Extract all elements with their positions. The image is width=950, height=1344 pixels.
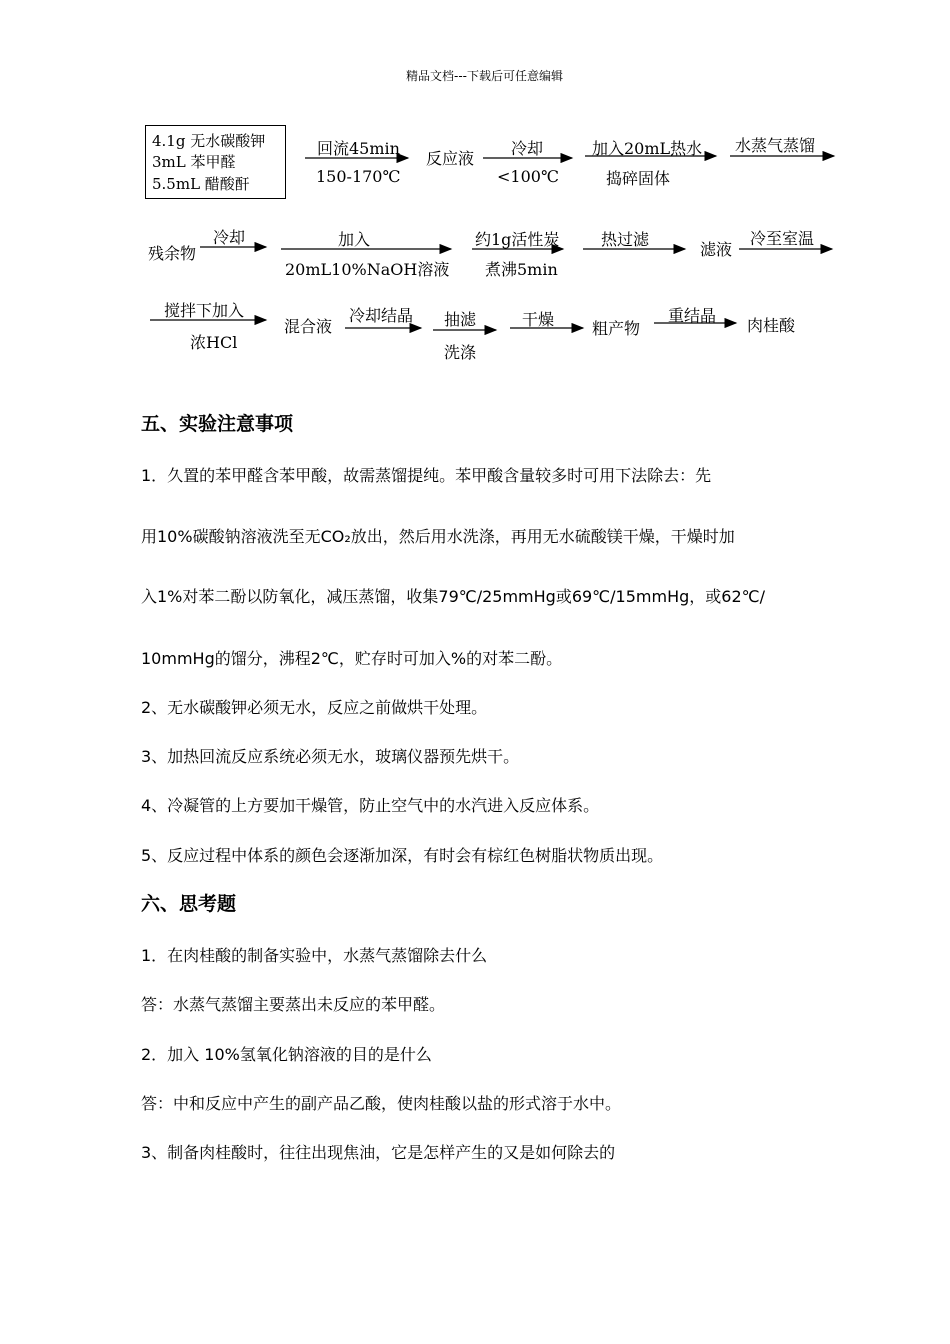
arrow-label-top: 加入20mL热水 bbox=[592, 139, 703, 158]
arrow-label-top: 干燥 bbox=[522, 310, 555, 329]
section-title: 五、实验注意事项 bbox=[141, 413, 294, 435]
arrow-label-top: 冷却 bbox=[511, 139, 544, 158]
flow-node: 混合液 bbox=[284, 317, 333, 336]
arrow-label-bottom: 150-170℃ bbox=[316, 167, 401, 186]
arrow-label-top: 冷至室温 bbox=[750, 229, 815, 248]
flow-node: 肉桂酸 bbox=[747, 316, 796, 335]
arrow-label-bottom: 洗涤 bbox=[444, 343, 477, 362]
arrow-label-top: 加入 bbox=[338, 230, 371, 249]
list-item: 4、冷凝管的上方要加干燥管，防止空气中的水汽进入反应体系。 bbox=[141, 796, 600, 815]
arrow-label-top: 重结晶 bbox=[668, 306, 717, 325]
arrow-label-bottom: <100℃ bbox=[497, 167, 559, 186]
paragraph-line: 1．久置的苯甲醛含苯甲酸，故需蒸馏提纯。苯甲酸含量较多时可用下法除去：先 bbox=[141, 466, 712, 485]
arrow-label-bottom: 煮沸5min bbox=[485, 260, 558, 279]
flow-node: 滤液 bbox=[700, 240, 733, 259]
page-header: 精品文档---下载后可任意编辑 bbox=[406, 69, 563, 83]
flow-node: 粗产物 bbox=[592, 319, 641, 338]
arrow-label-top: 搅拌下加入 bbox=[164, 301, 245, 320]
arrow-label-bottom: 捣碎固体 bbox=[606, 169, 671, 188]
arrow-label-top: 抽滤 bbox=[444, 310, 477, 329]
list-item: 5、反应过程中体系的颜色会逐渐加深，有时会有棕红色树脂状物质出现。 bbox=[141, 846, 664, 865]
arrow-label-top: 热过滤 bbox=[601, 230, 650, 249]
paragraph-line: 10mmHg的馏分，沸程2℃，贮存时可加入%的对苯二酚。 bbox=[141, 649, 563, 668]
reagent-line: 3mL 苯甲醛 bbox=[152, 153, 236, 171]
flow-node: 反应液 bbox=[426, 149, 475, 168]
flow-node: 残余物 bbox=[148, 244, 197, 263]
paragraph-line: 用10%碳酸钠溶液洗至无CO₂放出，然后用水洗涤，再用无水硫酸镁干燥，干燥时加 bbox=[141, 527, 735, 546]
paragraph-line: 入1%对苯二酚以防氧化，减压蒸馏，收集79℃/25mmHg或69℃/15mmHg，或62℃/ bbox=[141, 587, 765, 606]
reagent-line: 4.1g 无水碳酸钾 bbox=[152, 132, 266, 150]
arrow-label-bottom: 20mL10%NaOH溶液 bbox=[285, 260, 450, 279]
arrow-label-top: 回流45min bbox=[317, 139, 400, 158]
arrow-label-bottom: 浓HCl bbox=[190, 333, 238, 352]
answer: 答：中和反应中产生的副产品乙酸，使肉桂酸以盐的形式溶于水中。 bbox=[141, 1094, 622, 1113]
question: 1．在肉桂酸的制备实验中，水蒸气蒸馏除去什么 bbox=[141, 946, 488, 965]
arrow-label-top: 冷却 bbox=[213, 228, 246, 247]
list-item: 3、加热回流反应系统必须无水，玻璃仪器预先烘干。 bbox=[141, 747, 520, 766]
arrow-label-top: 约1g活性炭 bbox=[475, 230, 560, 249]
flow-node: 水蒸气蒸馏 bbox=[735, 136, 816, 155]
section-title: 六、思考题 bbox=[141, 893, 237, 915]
question: 2．加入 10%氢氧化钠溶液的目的是什么 bbox=[141, 1045, 432, 1064]
reagent-line: 5.5mL 醋酸酐 bbox=[152, 175, 250, 193]
question: 3、制备肉桂酸时，往往出现焦油，它是怎样产生的又是如何除去的 bbox=[141, 1143, 616, 1162]
list-item: 2、无水碳酸钾必须无水，反应之前做烘干处理。 bbox=[141, 698, 488, 717]
arrow-label-top: 冷却结晶 bbox=[349, 306, 414, 325]
answer: 答：水蒸气蒸馏主要蒸出未反应的苯甲醛。 bbox=[141, 995, 446, 1014]
